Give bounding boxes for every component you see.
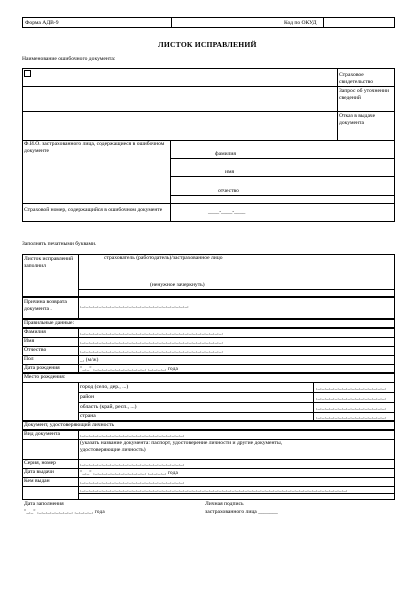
birth-district-label: район xyxy=(80,394,95,400)
okud-label-cell xyxy=(171,17,324,28)
birth-region-field[interactable]: ,_,_,_,_,_,_,_,_,_,_,_,_,_,_,_,_, xyxy=(316,405,387,411)
doc-type-refusal: Отказ в выдаче документа xyxy=(339,113,376,126)
fio-name-label: имя xyxy=(225,169,235,175)
fill-date-label: Дата заполнения xyxy=(24,501,64,507)
series-number-label: Серия, номер xyxy=(24,460,56,466)
birth-city-label: город (село, дер., ...) xyxy=(80,384,129,390)
form-label: Форма АДВ-9 xyxy=(25,19,59,26)
birth-city-field[interactable]: ,_,_,_,_,_,_,_,_,_,_,_,_,_,_,_,_, xyxy=(316,385,387,391)
fill-date-field[interactable]: "_,_" ,_,_,_,_,_,_,_,_, ,_,_,_,_, года xyxy=(24,509,105,515)
filled-by-options[interactable]: страхователь (работодатель)/застрахованное лицо xyxy=(104,255,223,261)
birth-country-field[interactable]: ,_,_,_,_,_,_,_,_,_,_,_,_,_,_,_,_, xyxy=(316,414,387,420)
signature-field[interactable]: застрахованного лица _______ xyxy=(205,509,278,515)
insurance-number-label: Страховой номер, содержащийся в ошибочном документе xyxy=(24,207,163,213)
okud-label: Код по ОКУД xyxy=(284,19,317,26)
name-label: Имя xyxy=(24,338,35,344)
doc-type-insurance-cert: Страховое свидетельство xyxy=(339,72,374,85)
issued-by-label: Кем выдан xyxy=(24,478,50,484)
series-number-field[interactable]: ,_,_,_,_,_,_,_,_,_,_,_,_,_,_,_,_,_,_,_,_,_,_,_,_, xyxy=(80,461,185,467)
correct-data-header xyxy=(22,319,395,328)
identity-doc-label: Документ, удостоверяющий личность xyxy=(24,422,115,428)
erroneous-doc-label: Наименование ошибочного документа: xyxy=(22,56,116,62)
signature-label: Личная подпись xyxy=(205,501,244,507)
fio-label: Ф.И.О. застрахованного лица, содержащиеся в ошибочном документе xyxy=(24,141,165,154)
fio-patronymic-label: отчество xyxy=(218,188,239,194)
issued-by-field[interactable]: ,_,_,_,_,_,_,_,_,_,_,_,_,_,_,_,_,_,_,_,_,_,_,_,_, xyxy=(80,479,185,485)
return-reason-label: Причина возврата документа . xyxy=(24,299,67,312)
birth-country-label: страна xyxy=(80,413,96,419)
okud-value-cell[interactable] xyxy=(323,17,395,28)
surname-label: Фамилия xyxy=(24,329,46,335)
fio-surname-label: фамилия xyxy=(215,151,236,157)
page-title: ЛИСТОК ИСПРАВЛЕНИЙ xyxy=(158,40,257,49)
issue-date-label: Дата выдачи xyxy=(24,469,54,475)
sex-field[interactable]: _, (м/ж) xyxy=(80,357,99,363)
birth-date-label: Дата рождения xyxy=(24,365,60,371)
filled-by-label: Листок исправлений заполнил xyxy=(24,256,74,269)
doc-type-checkbox[interactable] xyxy=(24,70,31,77)
birth-date-field[interactable]: "_,_" ,_,_,_,_,_,_,_,_,_,_,_,_, ,_,_,_,_, года xyxy=(80,366,179,372)
doc-type-label: Вид документа xyxy=(24,431,60,437)
correct-data-label: Правильные данные: xyxy=(24,320,75,326)
surname-field[interactable]: ,_,_,_,_,_,_,_,_,_,_,_,_,_,_,_,_,_,_,_,_,_,_,_,_,_,_,_,_,_,_,_,_,_, xyxy=(80,330,224,336)
doc-type-clarification-request: Запрос об уточнении сведений xyxy=(339,88,389,101)
fill-note: Заполнять печатными буквами. xyxy=(22,241,97,247)
name-field[interactable]: ,_,_,_,_,_,_,_,_,_,_,_,_,_,_,_,_,_,_,_,_,_,_,_,_,_,_,_,_,_,_,_,_,_, xyxy=(80,339,224,345)
patronymic-field[interactable]: ,_,_,_,_,_,_,_,_,_,_,_,_,_,_,_,_,_,_,_,_,_,_,_,_,_,_,_,_,_,_,_,_,_, xyxy=(80,348,224,354)
birth-region-label: область (край, респ., ...) xyxy=(80,404,137,410)
birth-district-field[interactable]: ,_,_,_,_,_,_,_,_,_,_,_,_,_,_,_,_, xyxy=(316,395,387,401)
form-code-cell xyxy=(22,17,172,28)
doc-type-note: (указать название документа: паспорт, удостоверение личности и другие документы, удостоверяющие личность) xyxy=(80,440,283,453)
birth-place-label: Место рождения: xyxy=(24,374,66,380)
doc-type-field[interactable]: ,_,_,_,_,_,_,_,_,_,_,_,_,_,_,_,_,_,_,_,_,_,_,_,_, xyxy=(80,432,185,438)
issued-by-field-2[interactable]: ,_,_,_,_,_,_,_,_,_,_,_,_,_,_,_,_,_,_,_,_,_,_,_,_,_,_,_,_,_,_,_,_,_,_,_,_,_,_,_,_,_,_,_,_,_,_,_,_,_,_,_,_,_,_,_,_,_,_,_,_,_,_, xyxy=(80,487,348,493)
insurance-number-pattern[interactable]: ____-____-____ xyxy=(208,209,246,215)
patronymic-label: Отчество xyxy=(24,347,47,353)
sex-label: Пол xyxy=(24,356,34,362)
issue-date-field[interactable]: "_,_" ,_,_,_,_,_,_,_,_,_,_,_,_, ,_,_,_,_, года xyxy=(80,470,179,476)
return-reason-field[interactable]: ,_,_,_,_,_,_,_,_,_,_,_,_,_,_,_,_,_,_,_,_,_,_,_,_,_, xyxy=(80,303,189,309)
filled-by-note: (ненужное зачеркнуть) xyxy=(150,282,205,288)
